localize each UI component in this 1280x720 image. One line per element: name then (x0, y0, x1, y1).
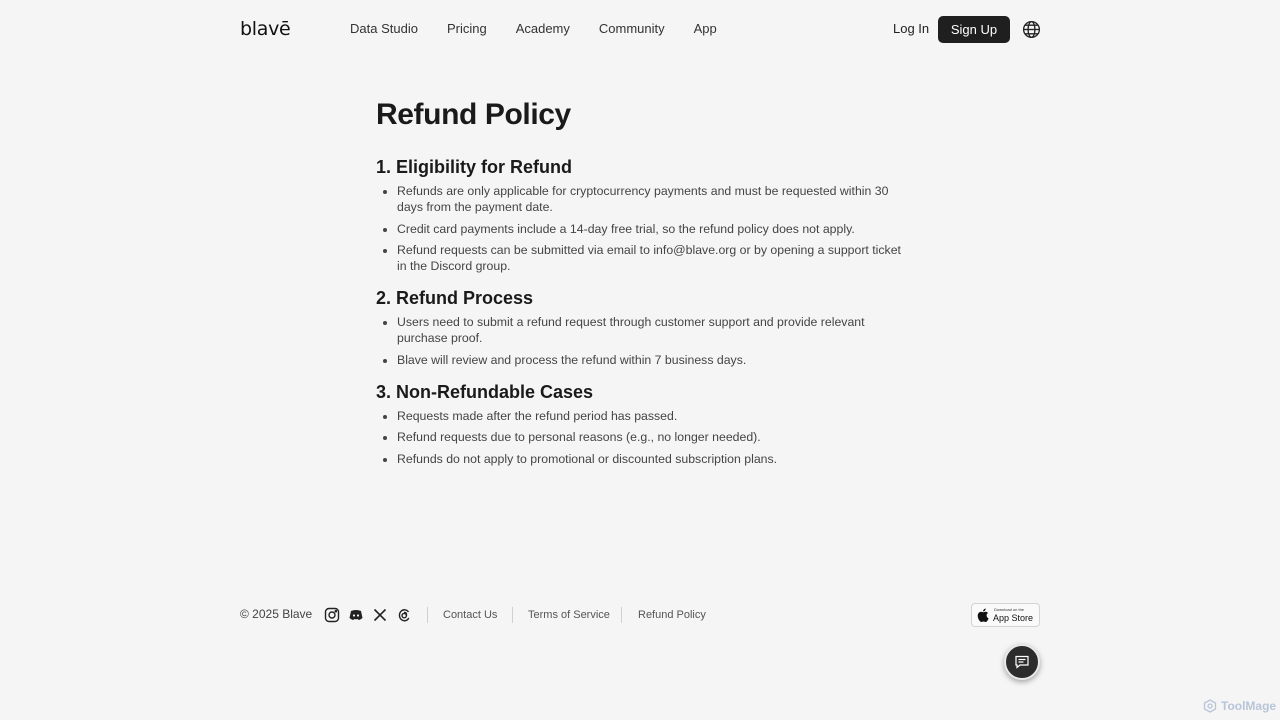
section-list (376, 183, 906, 274)
login-link[interactable]: Log In (893, 21, 930, 36)
section-refund-process (376, 288, 906, 368)
section-heading: 3. Non-Refundable Cases (376, 381, 594, 402)
site-header (0, 0, 1280, 58)
signup-button[interactable]: Sign Up (938, 16, 1010, 43)
x-icon[interactable] (372, 607, 388, 623)
watermark (1203, 699, 1276, 713)
section-list (376, 314, 906, 368)
section-eligibility (376, 157, 906, 274)
list-item: • Refund requests due to personal reasons (e.g., no longer needed). (397, 429, 906, 445)
list-item: • Users need to submit a refund request through customer support and provide relevant purchase proof. (397, 314, 906, 346)
watermark-logo-icon (1203, 699, 1217, 713)
terms-of-service-link[interactable]: Terms of Service (528, 609, 610, 621)
footer-divider (512, 607, 513, 623)
policy-content (376, 98, 906, 481)
chat-button[interactable] (1004, 644, 1040, 680)
section-heading: 1. Eligibility for Refund (376, 157, 573, 177)
list-item: • Refunds do not apply to promotional or discounted subscription plans. (397, 451, 906, 467)
list-item: • Requests made after the refund period has passed. (397, 408, 906, 424)
section-list (376, 408, 906, 467)
site-footer (240, 604, 1040, 628)
section-heading: 2. Refund Process (376, 288, 534, 308)
nav-app[interactable]: App (693, 21, 717, 36)
list-item: • Blave will review and process the refund within 7 business days. (397, 352, 906, 368)
blave-logo[interactable]: blavē (240, 18, 291, 40)
apple-icon (977, 608, 989, 622)
footer-divider (427, 607, 428, 623)
refund-policy-link[interactable]: Refund Policy (638, 609, 706, 621)
appstore-caption: Download on the (994, 607, 1025, 612)
nav-pricing[interactable]: Pricing (446, 21, 487, 36)
watermark-text: ToolMage (1221, 699, 1277, 713)
instagram-icon[interactable] (324, 607, 340, 623)
list-item: • Refunds are only applicable for cryptocurrency payments and must be requested within 30 days from the payment date. (397, 183, 906, 215)
copyright-text: © 2025 Blave (240, 607, 313, 621)
list-item: • Refund requests can be submitted via email to info@blave.org or by opening a support ticket in the Discord group. (397, 242, 906, 274)
globe-icon[interactable] (1022, 20, 1041, 39)
social-links (324, 607, 420, 623)
threads-icon[interactable] (396, 607, 412, 623)
section-non-refundable (376, 382, 906, 467)
nav-academy[interactable]: Academy (515, 21, 570, 36)
appstore-label: App Store (993, 613, 1034, 623)
nav-data-studio[interactable]: Data Studio (350, 21, 418, 36)
discord-icon[interactable] (348, 607, 364, 623)
footer-divider (621, 607, 622, 623)
chat-icon (1014, 654, 1030, 670)
nav-community[interactable]: Community (598, 21, 665, 36)
contact-us-link[interactable]: Contact Us (443, 609, 498, 621)
main-nav (350, 21, 746, 36)
app-store-badge[interactable] (971, 603, 1040, 627)
list-item: • Credit card payments include a 14-day free trial, so the refund policy does not apply. (397, 221, 906, 237)
page-title: Refund Policy (376, 98, 571, 131)
